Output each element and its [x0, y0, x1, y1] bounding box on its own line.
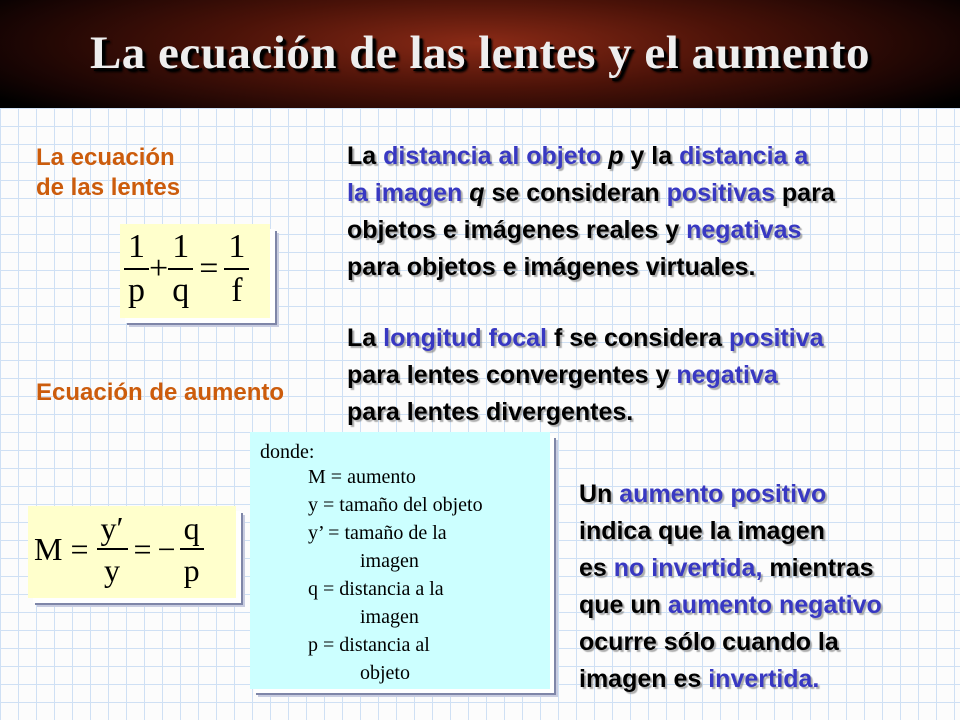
lens-term-2 — [168, 230, 193, 308]
definition-item: objeto — [360, 662, 410, 684]
mag-symbol: M — [34, 530, 63, 567]
para1-line3 — [347, 212, 835, 249]
variable-definitions-box — [250, 432, 550, 689]
lens-equation-label — [36, 143, 180, 203]
para1-line1 — [347, 138, 835, 175]
text-span: para — [774, 179, 835, 207]
text-span: para lentes convergentes y — [347, 361, 677, 389]
highlight-text: positiva — [729, 324, 824, 352]
para3-line1 — [579, 476, 882, 513]
definition-item: M = aumento — [308, 466, 416, 488]
magnification-formula-box — [28, 506, 236, 598]
mag-fraction-1-numerator: y′ — [100, 510, 124, 546]
where-heading: donde: — [260, 441, 315, 463]
text-span: se consideran — [484, 179, 667, 207]
magnification-sign-paragraph — [579, 476, 882, 698]
highlight-text: la imagen — [347, 179, 463, 207]
fraction-bar — [224, 268, 249, 270]
highlight-text: positivas — [666, 179, 775, 207]
slide-title: La ecuación de las lentes y el aumento — [89, 27, 871, 79]
para2-line2 — [347, 357, 824, 394]
definition-item: y = tamaño del objeto — [308, 494, 483, 516]
distance-sign-paragraph — [347, 138, 835, 286]
definition-item: imagen — [360, 550, 419, 572]
para3-line6 — [579, 661, 882, 698]
text-span: Un — [579, 480, 620, 508]
para3-line2: indica que la imagen — [579, 517, 825, 545]
text-span: mientras — [762, 554, 874, 582]
highlight-text: invertida. — [708, 665, 820, 693]
para1-line4: para objetos e imágenes virtuales. — [347, 253, 756, 281]
magnification-equation-label: Ecuación de aumento — [36, 379, 285, 406]
highlight-text: longitud focal — [383, 324, 547, 352]
definition-item: q = distancia a la — [308, 578, 444, 600]
para2-line1 — [347, 320, 824, 357]
highlight-text: distancia al objeto — [383, 142, 602, 170]
definition-item: imagen — [360, 606, 419, 628]
equals-sign: = — [199, 250, 219, 287]
definition-item: y’ = tamaño de la — [308, 522, 447, 544]
lens-equation-label-line2: de las lentes — [36, 174, 181, 201]
mag-fraction-1 — [97, 512, 128, 586]
minus-sign: − — [157, 530, 176, 567]
equals-sign: = — [70, 530, 89, 567]
definition-item: p = distancia al — [308, 634, 430, 656]
fraction-bar — [124, 268, 149, 270]
text-span: imagen es — [579, 665, 709, 693]
text-span: que un — [579, 591, 668, 619]
plus-sign: + — [149, 250, 169, 287]
variable-p: p — [608, 142, 624, 170]
lens-equation-label-line1: La ecuación — [36, 144, 175, 171]
highlight-text: negativas — [686, 216, 802, 244]
variable-q: q — [469, 179, 485, 207]
para3-line3 — [579, 550, 882, 587]
para3-line4 — [579, 587, 882, 624]
focal-length-paragraph — [347, 320, 824, 431]
mag-fraction-1-denominator: y — [104, 552, 120, 588]
highlight-text: negativa — [676, 361, 778, 389]
magnification-formula — [34, 512, 204, 586]
fraction-bar — [97, 548, 128, 550]
lens-term-1 — [124, 230, 149, 308]
highlight-text: distancia a — [679, 142, 809, 170]
equals-sign: = — [133, 530, 152, 567]
mag-fraction-2 — [180, 512, 204, 586]
mag-fraction-2-denominator: p — [183, 552, 200, 588]
lens-formula — [124, 230, 249, 308]
mag-fraction-2-numerator: q — [183, 510, 200, 546]
text-span: f se considera — [547, 324, 730, 352]
para3-line5: ocurre sólo cuando la — [579, 628, 839, 656]
text-span: objetos e imágenes reales y — [347, 216, 687, 244]
highlight-text: no invertida, — [613, 554, 763, 582]
lens-rhs-denominator: f — [231, 272, 243, 309]
title-banner — [0, 0, 960, 108]
lens-term-2-denominator: q — [172, 272, 190, 309]
para2-line3: para lentes divergentes. — [347, 398, 634, 426]
lens-rhs-numerator: 1 — [228, 228, 246, 265]
text-span: y la — [623, 142, 680, 170]
fraction-bar — [180, 548, 204, 550]
lens-term-2-numerator: 1 — [172, 228, 190, 265]
lens-term-1-denominator: p — [128, 272, 145, 309]
lens-formula-box — [120, 224, 270, 318]
para1-line2 — [347, 175, 835, 212]
highlight-text: aumento negativo — [667, 591, 882, 619]
lens-rhs — [224, 230, 249, 308]
lens-term-1-numerator: 1 — [128, 228, 145, 265]
text-span: La — [347, 324, 384, 352]
fraction-bar — [168, 268, 193, 270]
text-span: La — [347, 142, 384, 170]
text-span: es — [579, 554, 614, 582]
highlight-text: aumento positivo — [619, 480, 827, 508]
